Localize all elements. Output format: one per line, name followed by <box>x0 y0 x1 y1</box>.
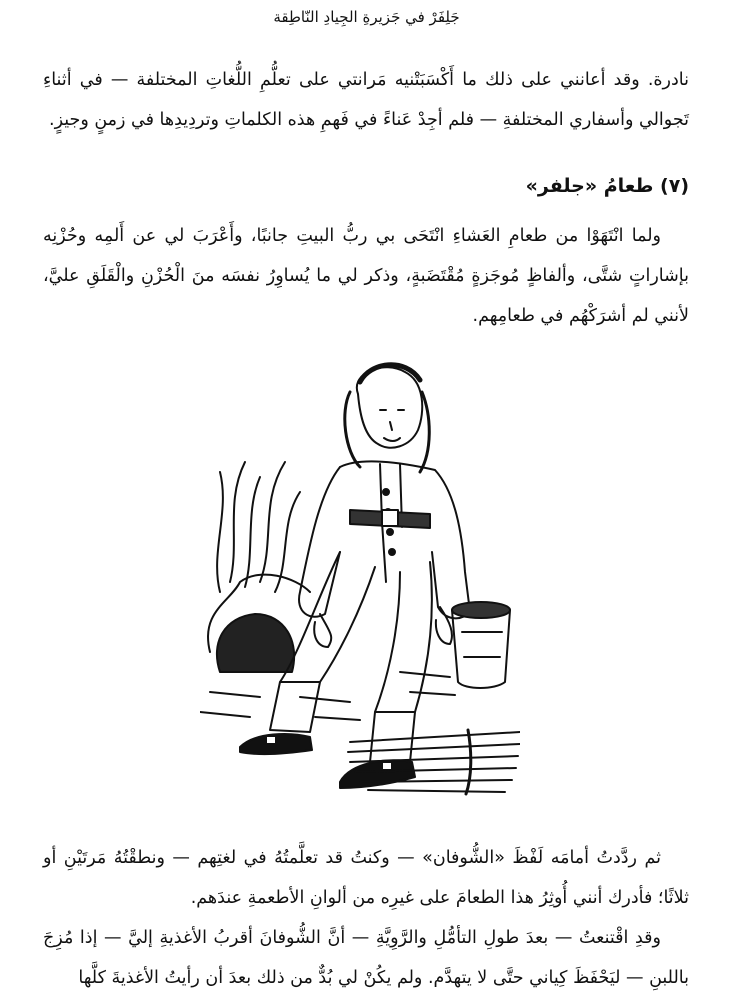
illustration-seated-man <box>200 352 520 802</box>
paragraph-3: ثم ردَّدتُ أمامَه لَفْظَ «الشُّوفان» — وكنتُ قد تعلَّمتُهُ في لغتِهم — ونطقْتُهُ مَرتَيْنِ أو ثلاثًا؛ فأدرك أنني أُوثِرُ هذا الطعامَ على غيرِه من ألوانِ الأطعمةِ عندَهم. <box>43 848 689 908</box>
section-heading: (٧) طعامُ «جلفر» <box>525 175 689 197</box>
running-header: جَلِفَرْ في جَزيرةِ الجِيادِ النّاطِقة <box>273 8 460 26</box>
paragraph-1: نادرة. وقد أعانني على ذلك ما أَكْسَبَتْنيه مَرانتي على تعلُّمِ اللُّغاتِ المختلفة — في أثناءِ تَجوالي وأسفاري المختلفةِ — فلم أجِدْ عَناءً في فَهمِ هذه الكلماتِ وتردِيدِها في زمنٍ وجيزٍ. <box>43 70 689 130</box>
paragraph-2: ولما انْتَهَوْا من طعامِ العَشاءِ انْتَحَى بي ربُّ البيتِ جانبًا، وأَعْرَبَ لي عن أَلمِه وحُزْنِه بإشاراتٍ شتَّى، وألفاظٍ مُوجَزةٍ مُقْتَضَبةٍ، وذكر لي ما يُساوِرُ نفسَه منَ الْحُزْنِ والْقَلَقِ عليَّ، لأنني لم أشرَكْهُم في طعامِهم. <box>43 226 689 326</box>
paragraph-4: وقدِ اقْتنعتُ — بعدَ طولِ التأمُّلِ والرَّوِيَّةِ — أنَّ الشُّوفانَ أقربُ الأغذيةِ إليَّ — إذا مُزِجَ باللبنِ — ليَحْفَظَ كِياني حتَّى لا يتهدَّم. ولم يكُنْ لي بُدٌّ من ذلك بعدَ أن رأيتُ الأغذيةَ كلَّها <box>43 928 689 988</box>
